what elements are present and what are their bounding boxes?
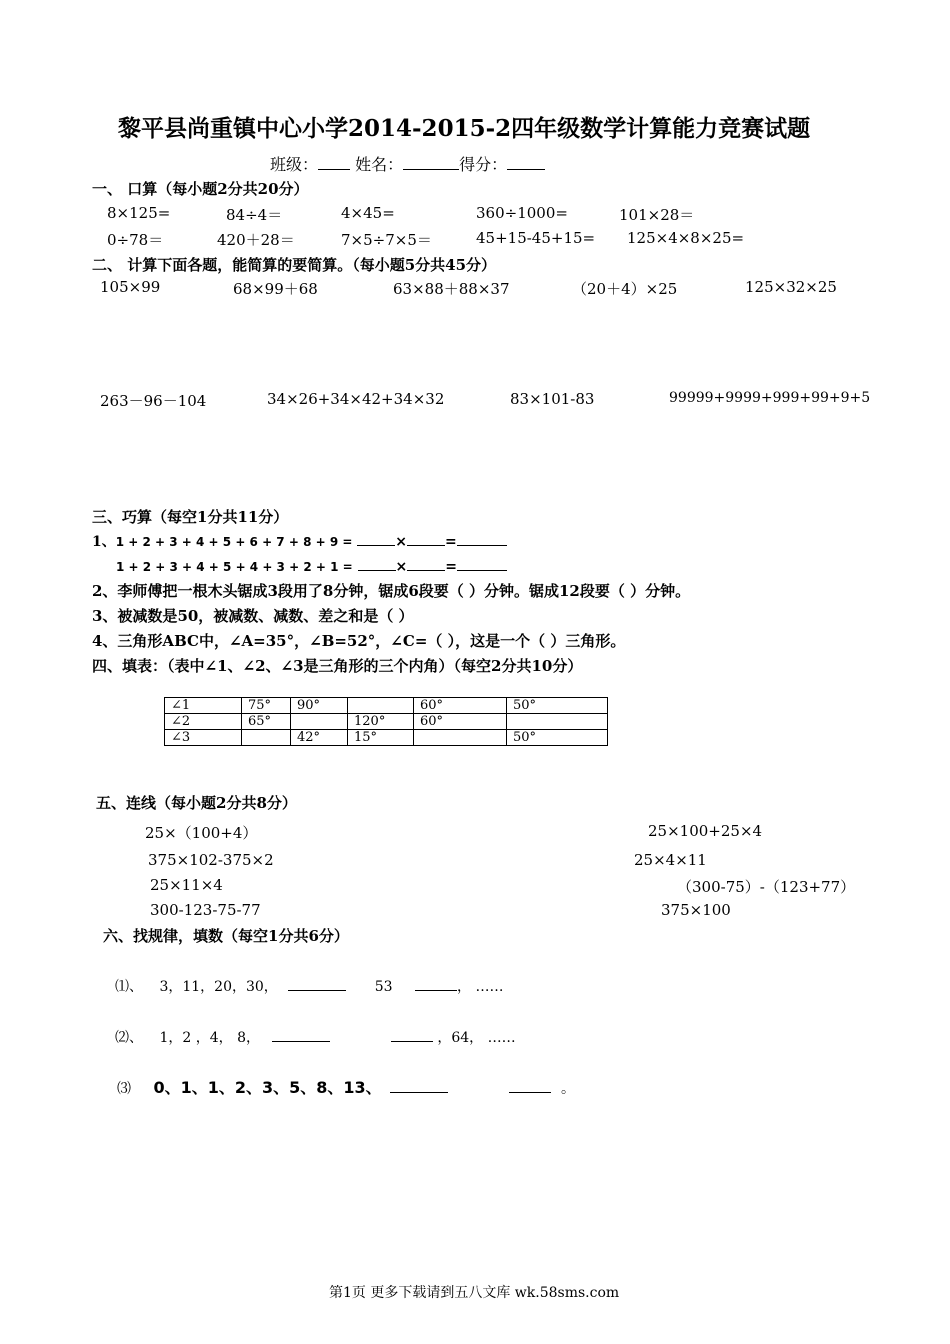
equals-sign: = xyxy=(445,559,458,575)
answer-blank[interactable] xyxy=(358,556,396,571)
sequence-text: ，64， …… xyxy=(437,1030,516,1046)
q4-text: 4、三角形ABC中，∠A=35°，∠B=52°，∠C=（ ），这是一个（ ）三角形。 xyxy=(92,632,626,650)
table-cell[interactable] xyxy=(414,730,507,746)
sequence-text: 1，2 ，4， 8， xyxy=(159,1030,260,1046)
oral-item: 360÷1000= xyxy=(476,204,568,222)
sequence-text: 0、1、1、2、3、5、8、13、 xyxy=(153,1078,382,1097)
answer-blank[interactable] xyxy=(407,531,445,546)
table-cell: ∠3 xyxy=(165,730,242,746)
table-row xyxy=(165,698,608,714)
section1-heading: 一、 口算（每小题2分共20分） xyxy=(92,180,309,198)
match-right-item[interactable]: 25×4×11 xyxy=(634,851,707,869)
answer-blank[interactable] xyxy=(457,556,507,571)
section3-heading: 三、巧算（每空1分共11分） xyxy=(92,508,289,526)
answer-blank[interactable] xyxy=(509,1078,551,1093)
sequence-text: 3，11，20，30， xyxy=(159,979,278,995)
calc-item: 34×26+34×42+34×32 xyxy=(267,390,445,408)
sequence-text: 。 xyxy=(561,1081,576,1097)
calc-item: 105×99 xyxy=(100,278,161,296)
answer-blank[interactable] xyxy=(391,1027,433,1042)
answer-blank[interactable] xyxy=(288,976,346,991)
section4-heading: 四、填表：（表中∠1、∠2、∠3是三角形的三个内角）（每空2分共10分） xyxy=(92,657,583,675)
oral-item: 84÷4＝ xyxy=(226,206,283,224)
answer-blank[interactable] xyxy=(357,531,395,546)
match-left-item[interactable]: 300-123-75-77 xyxy=(150,901,261,919)
table-cell: 42° xyxy=(291,730,348,746)
answer-blank[interactable] xyxy=(390,1078,448,1093)
calc-item: 125×32×25 xyxy=(745,278,837,296)
sequence-text: ， …… xyxy=(457,979,504,995)
answer-blank[interactable] xyxy=(407,556,445,571)
table-cell: ∠2 xyxy=(165,714,242,730)
oral-item: 45+15-45+15= xyxy=(476,229,596,247)
q-label: ⑴、 xyxy=(115,979,143,995)
q-label: ⑵、 xyxy=(115,1030,143,1046)
calc-item: 83×101-83 xyxy=(510,390,595,408)
angle-table xyxy=(164,697,608,746)
table-cell: 120° xyxy=(348,714,414,730)
pattern-q2 xyxy=(115,1027,516,1047)
q3-text: 3、被减数是50，被减数、减数、差之和是（ ） xyxy=(92,607,414,625)
section5-heading: 五、连线（每小题2分共8分） xyxy=(96,794,297,812)
page-footer[interactable]: 第1页 更多下载请到五八文库 wk.58sms.com xyxy=(329,1285,620,1301)
oral-item: 8×125= xyxy=(107,204,171,222)
score-label: 得分： xyxy=(459,155,508,174)
table-cell: 60° xyxy=(414,714,507,730)
match-right-item[interactable]: 375×100 xyxy=(661,901,731,919)
table-row xyxy=(165,714,608,730)
sequence-text: 53 xyxy=(374,979,393,995)
table-cell: 50° xyxy=(507,698,608,714)
q1-expression: 1 + 2 + 3 + 4 + 5 + 6 + 7 + 8 + 9 = xyxy=(115,535,353,549)
section2-heading: 二、 计算下面各题，能简算的要简算。（每小题5分共45分） xyxy=(92,256,497,274)
match-left-item[interactable]: 25×（100+4） xyxy=(145,824,258,842)
calc-item: 63×88＋88×37 xyxy=(393,280,510,298)
q1-prefix: 1、 xyxy=(92,534,116,550)
calc-item: 68×99＋68 xyxy=(233,280,318,298)
oral-item: 125×4×8×25= xyxy=(627,229,745,247)
score-blank[interactable] xyxy=(507,155,545,170)
pattern-q1 xyxy=(115,976,503,996)
class-blank[interactable] xyxy=(318,155,350,170)
oral-item: 420＋28＝ xyxy=(217,231,295,249)
q1-line1 xyxy=(92,531,507,551)
answer-blank[interactable] xyxy=(457,531,507,546)
answer-blank[interactable] xyxy=(272,1027,330,1042)
section6-heading: 六、找规律，填数（每空1分共6分） xyxy=(103,927,349,945)
student-info xyxy=(270,152,545,175)
oral-item: 4×45= xyxy=(341,204,395,222)
table-cell: 90° xyxy=(291,698,348,714)
q-label: ⑶ xyxy=(117,1081,131,1097)
table-row xyxy=(165,730,608,746)
table-cell[interactable] xyxy=(507,714,608,730)
match-right-item[interactable]: 25×100+25×4 xyxy=(648,822,763,840)
table-cell: 65° xyxy=(242,714,291,730)
q1-line2 xyxy=(116,556,507,575)
table-cell: 60° xyxy=(414,698,507,714)
calc-item: 263－96－104 xyxy=(100,392,207,410)
equals-sign: = xyxy=(445,534,457,550)
calc-item: 99999+9999+999+99+9+5 xyxy=(669,390,871,406)
class-label: 班级： xyxy=(270,155,319,174)
oral-item: 7×5÷7×5＝ xyxy=(341,231,432,249)
pattern-q3 xyxy=(117,1075,575,1098)
q1-expression: 1 + 2 + 3 + 4 + 5 + 4 + 3 + 2 + 1 = xyxy=(116,560,353,574)
table-cell[interactable] xyxy=(291,714,348,730)
match-left-item[interactable]: 375×102-375×2 xyxy=(148,851,274,869)
match-left-item[interactable]: 25×11×4 xyxy=(150,876,223,894)
page-title: 黎平县尚重镇中心小学2014-2015-2四年级数学计算能力竞赛试题 xyxy=(118,115,811,142)
oral-item: 0÷78＝ xyxy=(107,231,164,249)
table-cell: 15° xyxy=(348,730,414,746)
table-cell: 75° xyxy=(242,698,291,714)
name-blank[interactable] xyxy=(403,155,459,170)
answer-blank[interactable] xyxy=(415,976,457,991)
times-sign: × xyxy=(395,559,408,575)
table-cell: ∠1 xyxy=(165,698,242,714)
table-cell[interactable] xyxy=(348,698,414,714)
match-right-item[interactable]: （300-75）-（123+77） xyxy=(677,878,856,896)
times-sign: × xyxy=(395,534,408,550)
table-cell[interactable] xyxy=(242,730,291,746)
name-label: 姓名： xyxy=(355,155,404,174)
q2-text: 2、李师傅把一根木头锯成3段用了8分钟，锯成6段要（ ）分钟。锯成12段要（ ）分钟。 xyxy=(92,582,691,600)
calc-item: （20＋4）×25 xyxy=(572,280,678,298)
oral-item: 101×28＝ xyxy=(619,206,695,224)
table-cell: 50° xyxy=(507,730,608,746)
